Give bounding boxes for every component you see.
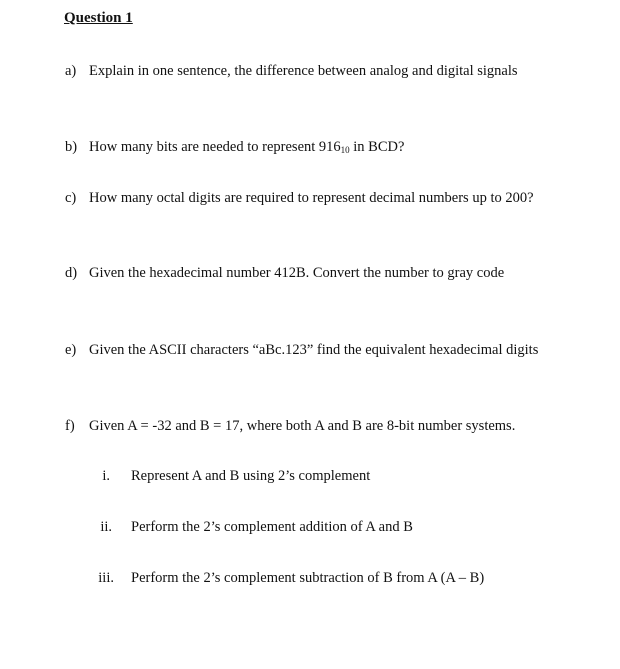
question-d	[65, 265, 504, 282]
subpart-i-text: Represent A and B using 2’s complement	[131, 468, 371, 484]
question-f-label: f)	[65, 418, 75, 434]
question-b-text: How many bits are needed to represent 916	[89, 139, 341, 155]
question-b	[65, 139, 404, 156]
subpart-ii-text: Perform the 2’s complement addition of A and B	[131, 519, 413, 535]
question-a-label: a)	[65, 63, 77, 79]
question-a-text: Explain in one sentence, the difference between analog and digital signals	[89, 63, 518, 79]
subpart-iii-label: iii.	[98, 570, 114, 586]
question-c	[65, 190, 534, 207]
question-e-label: e)	[65, 342, 77, 358]
question-e-text: Given the ASCII characters “aBc.123” find the equivalent hexadecimal digits	[89, 342, 539, 358]
question-f	[65, 418, 515, 435]
subpart-iii-text: Perform the 2’s complement subtraction of B from A (A – B)	[131, 570, 485, 586]
subpart-ii-label: ii.	[100, 519, 112, 535]
subpart-i-label: i.	[102, 468, 110, 484]
question-a	[65, 63, 518, 80]
question-b-text-end: in BCD?	[349, 139, 405, 155]
question-e	[65, 342, 538, 359]
question-b-subscript: 10	[340, 145, 350, 155]
question-heading: Question 1	[64, 10, 133, 26]
question-f-text: Given A = -32 and B = 17, where both A and B are 8-bit number systems.	[89, 418, 516, 434]
question-c-label: c)	[65, 190, 77, 206]
question-d-label: d)	[65, 265, 78, 281]
question-b-label: b)	[65, 139, 78, 155]
question-c-text: How many octal digits are required to represent decimal numbers up to 200?	[89, 190, 534, 206]
question-d-text: Given the hexadecimal number 412B. Convert the number to gray code	[89, 265, 505, 281]
